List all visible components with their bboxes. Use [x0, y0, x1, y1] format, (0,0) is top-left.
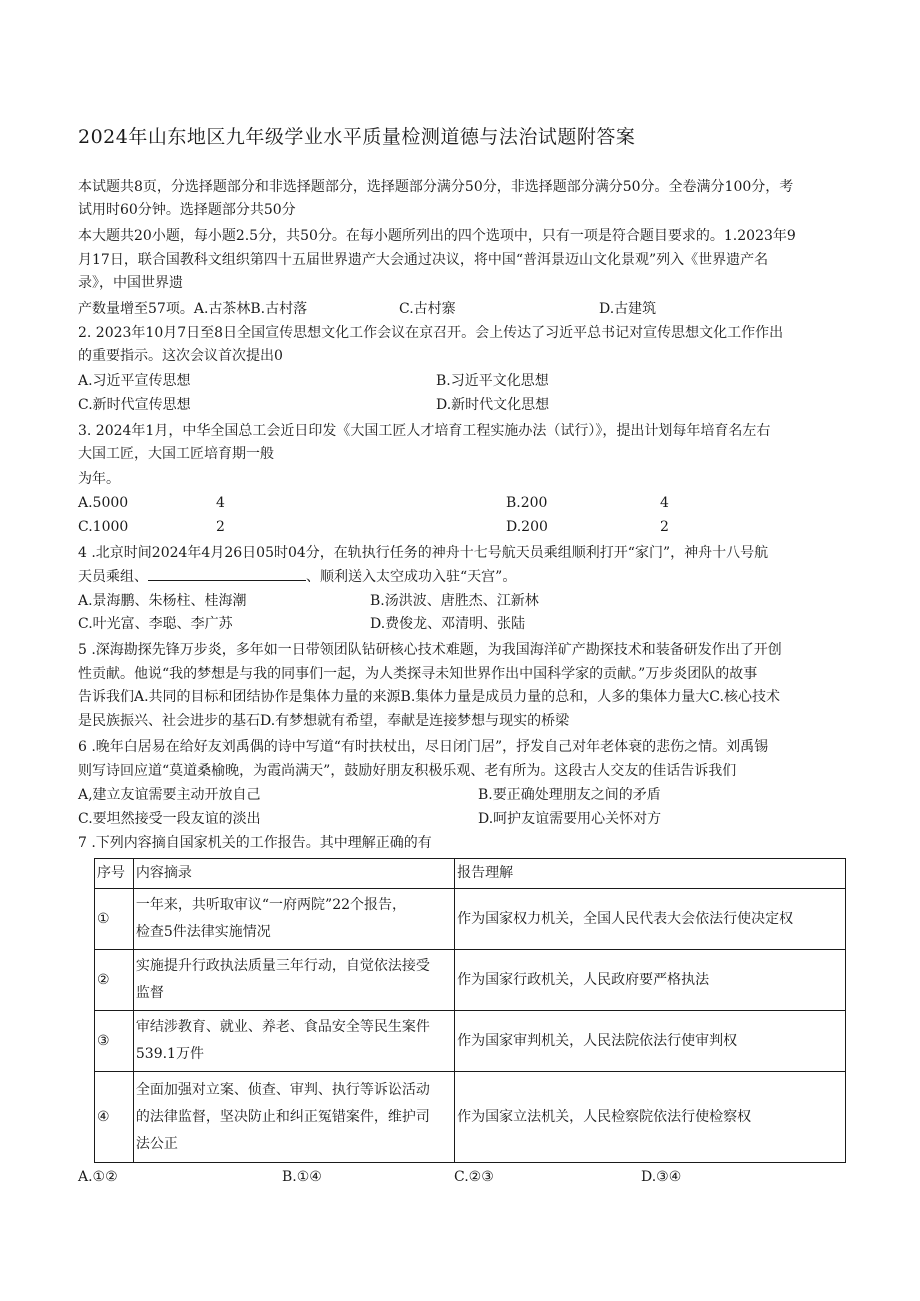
q7-option-a: A.①② [78, 1169, 118, 1185]
q4-option-d: D.费俊龙、邓清明、张陆 [370, 616, 526, 632]
q4-option-b: B.汤洪波、唐胜杰、江新林 [370, 593, 539, 609]
table-row-content [133, 889, 454, 950]
q1-stem-end [78, 298, 307, 320]
content-line: 实施提升行政执法质量三年行动，自觉依法接受 [135, 958, 430, 974]
q3-option-d-label: D.200 [506, 519, 548, 535]
content-line: 审结涉教育、就业、养老、食品安全等民生案件 [135, 1019, 430, 1035]
q3-line-2: 大国工匠，大国工匠培育期一般 [78, 446, 274, 462]
table-row-num: ① [95, 889, 134, 950]
q4-line-2-end: 、顺利送入太空成功入驻“天宫”。 [306, 569, 517, 585]
table-row [95, 1072, 846, 1163]
q7-line-1: 7 .下列内容摘自国家机关的工作报告。其中理解正确的有 [78, 835, 432, 851]
q5-line-1: 5 .深海勘探先锋万步炎，多年如一日带领团队钻研核心技术难题，为我国海洋矿产勘探技术和装备研发作出了开创 [78, 642, 782, 658]
q3-option-d-value: 2 [660, 519, 669, 535]
table-row [95, 950, 846, 1011]
q2-option-a: A.习近平宣传思想 [78, 373, 191, 389]
q7-option-d: D.③④ [641, 1169, 682, 1185]
content-line: 法公正 [135, 1135, 178, 1152]
q4-option-a: A.景海鹏、朱杨柱、桂海潮 [78, 593, 247, 609]
content-line: 监督 [135, 985, 164, 1001]
q3-option-b-value: 4 [660, 495, 669, 511]
intro-line-5: 录》，中国世界遗 [78, 275, 183, 291]
table-header-row [95, 859, 846, 889]
q7-option-b: B.①④ [282, 1169, 322, 1185]
q6-option-d: D.呵护友谊需要用心关怀对方 [478, 811, 662, 827]
q7-option-c: C.②③ [454, 1169, 494, 1185]
content-line: 一年来，共听取审议“一府两院”22个报告， [135, 897, 407, 913]
content-line: 的法律监督，坚决防止和纠正冤错案件，维护司 [135, 1108, 430, 1125]
q2-option-b: B.习近平文化思想 [436, 373, 549, 389]
q2-option-d: D.新时代文化思想 [436, 397, 550, 413]
table-row-content [133, 950, 454, 1011]
q6-option-a: A,建立友谊需要主动开放自己 [78, 787, 261, 803]
table-row-num: ④ [95, 1072, 134, 1163]
q3-option-c-value: 2 [216, 519, 225, 535]
q6-line-1: 6 .晚年白居易在给好友刘禹偶的诗中写道“有时扶杖出，尽日闭门居”，抒发自己对年老体衰的悲伤之情。刘禹锡 [78, 739, 769, 755]
q4-line-1: 4 .北京时间2024年4月26日05时04分，在轨执行任务的神舟十七号航天员乘组顺利打开“家门”，神舟十八号航 [78, 545, 769, 561]
q1-option-c: C.古村寨 [399, 301, 456, 317]
q3-line-3: 为年。 [78, 471, 120, 487]
intro-line-1: 本试题共8页，分选择题部分和非选择题部分，选择题部分满分50分，非选择题部分满分50分。全卷满分100分，考 [78, 179, 794, 195]
table-header-num: 序号 [95, 859, 134, 889]
table-row-content [133, 1011, 454, 1072]
q1-option-a: A.古茶林 [193, 301, 251, 317]
q3-option-a-label: A.5000 [78, 495, 129, 511]
q2-line-1: 2. 2023年10月7日至8日全国宣传思想文化工作会议在京召开。会上传达了习近平总书记对宣传思想文化工作作出 [78, 325, 784, 341]
q3-option-c-label: C.1000 [78, 519, 129, 535]
q4-option-c: C.叶光富、李聪、李广苏 [78, 616, 233, 632]
table-header-content: 内容摘录 [133, 859, 454, 889]
table-row-understanding: 作为国家权力机关，全国人民代表大会依法行使决定权 [455, 889, 846, 950]
table-header-understanding: 报告理解 [455, 859, 846, 889]
q5-line-2: 性贡献。他说“我的梦想是与我的同事们一起，为人类探寻未知世界作出中国科学家的贡献。”万步炎团队的故事 [78, 666, 758, 682]
table-row-content [133, 1072, 454, 1163]
intro-line-2: 试用时60分钟。选择题部分共50分 [78, 202, 296, 218]
intro-line-3: 本大题共20小题，每小题2.5分，共50分。在每小题所列出的四个选项中，只有一项是符合题目要求的。1.2023年9 [78, 228, 796, 244]
content-line: 539.1万件 [135, 1046, 204, 1062]
q2-line-2: 的重要指示。这次会议首次提出0 [78, 348, 283, 364]
q5-line-4: 是民族振兴、社会进步的基石D.有梦想就有希望，奉献是连接梦想与现实的桥梁 [78, 713, 570, 729]
q6-option-b: B.要正确处理朋友之间的矛盾 [478, 787, 661, 803]
q6-option-c: C.要坦然接受一段友谊的淡出 [78, 811, 261, 827]
intro-line-4: 月17日，联合国教科文组织第四十五届世界遗产大会通过决议，将中国“普洱景迈山文化景观”列入《世界遗产名 [78, 252, 769, 268]
q2-option-c: C.新时代宣传思想 [78, 397, 191, 413]
q3-option-b-label: B.200 [506, 495, 548, 511]
table-row [95, 1011, 846, 1072]
table-row [95, 889, 846, 950]
q3-option-a-value: 4 [216, 495, 225, 511]
table-row-num: ③ [95, 1011, 134, 1072]
report-table [94, 858, 846, 1163]
q1-stem-text: 产数量增至57项。 [78, 301, 194, 317]
q4-line-2 [78, 566, 516, 588]
q4-blank-underline [148, 566, 306, 581]
q5-line-3: 告诉我们A.共同的目标和团结协作是集体力量的来源B.集体力量是成员力量的总和，人多的集体力量大C.核心技术 [78, 689, 780, 705]
page-title: 2024年山东地区九年级学业水平质量检测道德与法治试题附答案 [78, 126, 636, 148]
content-line: 全面加强对立案、侦查、审判、执行等诉讼活动 [135, 1081, 430, 1098]
q1-option-b: B.古村落 [250, 301, 308, 317]
q3-line-1: 3. 2024年1月，中华全国总工会近日印发《大国工匠人才培育工程实施办法（试行）》，提出计划每年培育名左右 [78, 423, 771, 439]
q1-option-d: D.古建筑 [599, 301, 657, 317]
table-row-num: ② [95, 950, 134, 1011]
table-row-understanding: 作为国家立法机关，人民检察院依法行使检察权 [455, 1072, 846, 1163]
table-row-understanding: 作为国家行政机关，人民政府要严格执法 [455, 950, 846, 1011]
q6-line-2: 则写诗回应道“莫道桑榆晚，为霞尚满天”，鼓励好朋友积极乐观、老有所为。这段古人交友的佳话告诉我们 [78, 763, 737, 779]
content-line: 检查5件法律实施情况 [135, 924, 271, 940]
table-row-understanding: 作为国家审判机关，人民法院依法行使审判权 [455, 1011, 846, 1072]
q4-line-2-start: 天员乘组、 [78, 569, 148, 585]
